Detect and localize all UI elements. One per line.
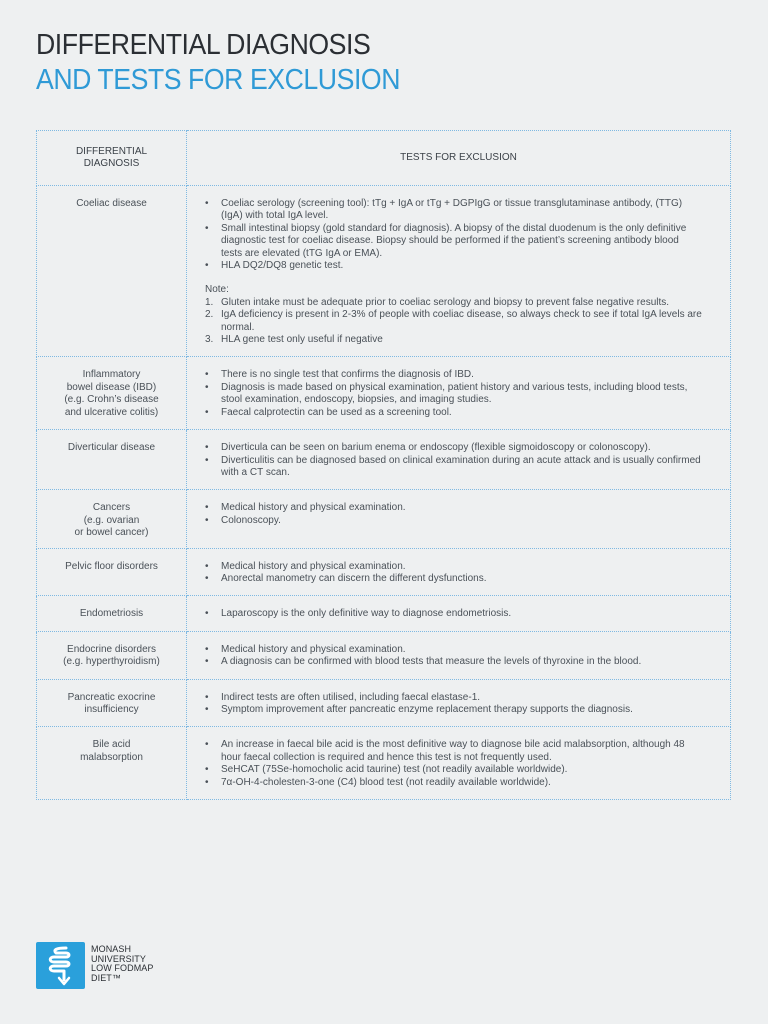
test-item: • Laparoscopy is the only definitive way to diagnose endometriosis. [205,608,702,620]
table-row [37,548,731,596]
test-item: • Medical history and physical examination. [205,561,702,573]
test-item: • Symptom improvement after pancreatic enzyme replacement therapy supports the diagnosis. [205,704,702,716]
test-item: • A diagnosis can be confirmed with blood tests that measure the levels of thyroxine in the blood. [205,656,702,668]
test-item: • SeHCAT (75Se-homocholic acid taurine) test (not readily available worldwide). [205,764,702,776]
diagnosis-label: Cancers (e.g. ovarian or bowel cancer) [74,502,149,539]
note-number: 3. [205,334,214,346]
tests-cell [187,430,731,490]
table-row [37,490,731,548]
tests-cell [187,631,731,679]
note-text: IgA deficiency is present in 2-3% of people with coeliac disease, so always check to see if total IgA levels are normal. [221,309,702,333]
note-text: HLA gene test only useful if negative [221,334,383,346]
test-item: • Indirect tests are often utilised, including faecal elastase-1. [205,692,702,704]
test-item: • Diagnosis is made based on physical examination, patient history and various tests, including blood tests, stool examination, endoscopy, biopsies, and imaging studies. [205,382,702,407]
diagnosis-cell [37,548,187,596]
note-text: Gluten intake must be adequate prior to coeliac serology and biopsy to prevent false negative results. [221,296,670,308]
diagnosis-label: Endometriosis [79,608,144,620]
tests-cell [187,596,731,631]
diagnosis-cell [37,490,187,548]
diagnosis-label: Pelvic floor disorders [65,560,158,572]
tests-list [205,608,702,620]
diagnosis-label: Inflammatory bowel disease (IBD) (e.g. Crohn’s disease and ulcerative colitis) [64,369,159,418]
table-row [37,186,731,357]
test-item: • Diverticulitis can be diagnosed based on clinical examination during an acute attack and is usually confirmed with a CT scan. [205,455,702,480]
logo-line-4: DIET™ [91,972,122,983]
note-number: 2. [205,309,214,321]
diagnosis-label: Coeliac disease [76,198,147,209]
tests-list [205,369,702,419]
tests-list [205,502,702,527]
test-item: • Medical history and physical examination. [205,502,702,514]
tests-cell [187,548,731,596]
diagnosis-cell [37,357,187,430]
diagnosis-label: Endocrine disorders (e.g. hyperthyroidism) [63,643,160,668]
test-item: • There is no single test that confirms the diagnosis of IBD. [205,369,702,381]
tests-cell [187,357,731,430]
diagnosis-label: Pancreatic exocrine insufficiency [67,691,156,715]
tests-cell [187,679,731,727]
tests-list [205,561,702,586]
tests-list [205,198,702,272]
table-row [37,727,731,800]
test-item: • Medical history and physical examination. [205,644,702,656]
notes-list [205,297,702,347]
diagnosis-label: Bile acid malabsorption [80,739,143,763]
tests-list [205,644,702,669]
diagnosis-cell [37,679,187,727]
logo-line-1: MONASH [91,944,132,954]
header-tests: TESTS FOR EXCLUSION [187,131,731,186]
tests-cell [187,490,731,548]
table-row [37,679,731,727]
table-header-row [37,131,731,186]
logo-line-2: UNIVERSITY [91,953,147,964]
notes-block [205,284,702,346]
diagnosis-cell [37,430,187,490]
tests-cell [187,727,731,800]
table-row [37,357,731,430]
title-line-2: AND TESTS FOR EXCLUSION [36,64,401,96]
test-item: • Coeliac serology (screening tool): tTg + IgA or tTg + DGPIgG or tissue transglutaminase antibody, (TTG) (IgA) with total IgA level. [205,198,702,223]
table-row [37,430,731,490]
diagnosis-label: Diverticular disease [67,442,156,454]
page-title [36,28,432,98]
header-diagnosis: DIFFERENTIAL DIAGNOSIS [37,131,187,186]
logo-line-3: LOW FODMAP [91,963,154,973]
test-item: • 7α-OH-4-cholesten-3-one (C4) blood test (not readily available worldwide). [205,777,702,789]
test-item: • An increase in faecal bile acid is the most definitive way to diagnose bile acid malabsorption, although 48 hour faecal collection is required and hence this test is not frequently used. [205,739,702,764]
test-item: • Anorectal manometry can discern the different dysfunctions. [205,573,702,585]
table-row [37,631,731,679]
test-item: • Colonoscopy. [205,515,702,527]
note-number: 1. [205,296,214,308]
note-item [205,309,702,334]
tests-list [205,692,702,717]
tests-cell [187,186,731,357]
note-label: Note: [205,284,229,296]
diagnosis-cell [37,596,187,631]
note-item [205,297,702,309]
title-line-1: DIFFERENTIAL DIAGNOSIS [36,29,371,61]
test-item: • Diverticula can be seen on barium enema or endoscopy (flexible sigmoidoscopy or colonoscopy). [205,442,702,454]
differential-diagnosis-table [36,130,731,800]
monash-logo [36,942,154,989]
table-row [37,596,731,631]
logo-text [91,945,154,983]
test-item: • Small intestinal biopsy (gold standard for diagnosis). A biopsy of the distal duodenum is the only definitive diagnostic test for coeliac disease. Biopsy should be performed if the patient’s screening antibody blood tests are elevated (tTG IgA or EMA). [205,223,702,260]
diagnosis-cell [37,631,187,679]
tests-list [205,739,702,789]
note-item [205,334,702,346]
intestine-icon [36,942,85,989]
diagnosis-cell [37,727,187,800]
test-item: • HLA DQ2/DQ8 genetic test. [205,260,702,272]
diagnosis-cell [37,186,187,357]
test-item: • Faecal calprotectin can be used as a screening tool. [205,407,702,419]
tests-list [205,442,702,479]
